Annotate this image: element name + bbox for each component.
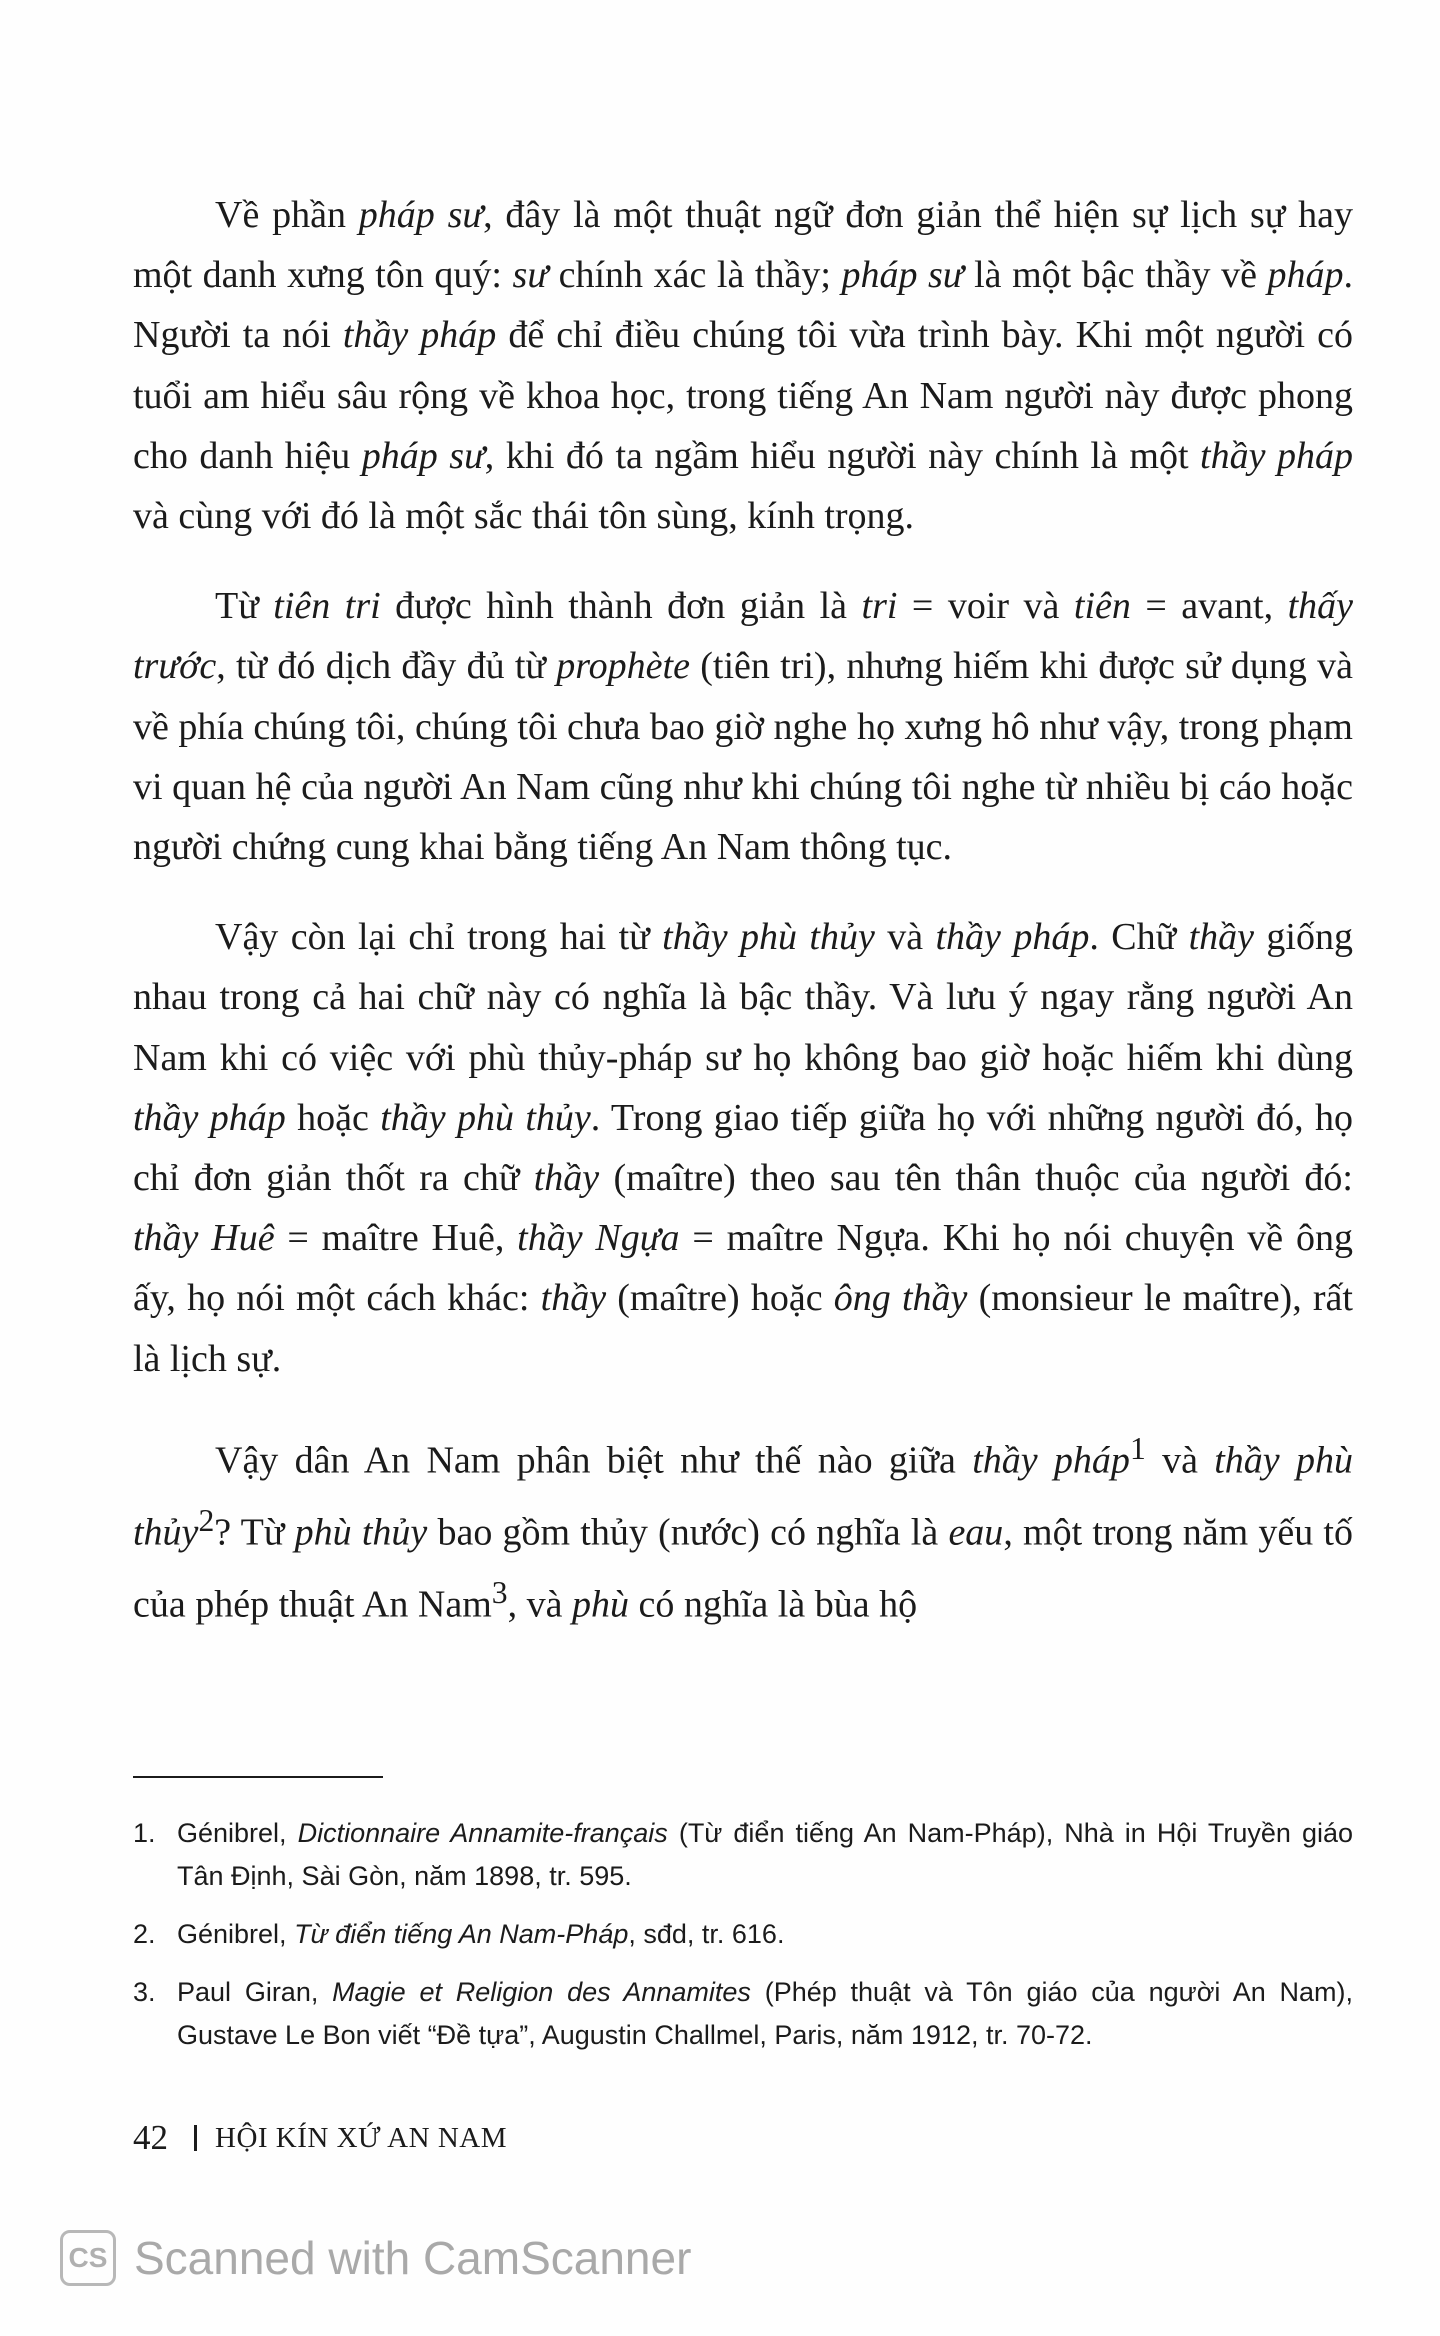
italic-text: Dictionnaire Annamite-français: [297, 1818, 668, 1848]
footnote-number: 1.: [133, 1818, 156, 1848]
text-run: và: [1145, 1439, 1215, 1482]
italic-text: pháp: [1267, 254, 1344, 297]
italic-text: phù thủy: [294, 1511, 428, 1554]
text-run: = maître Ngựa. Khi họ nói chuyện về ông ấy, họ nói một cách khác:: [133, 1217, 1353, 1320]
text-run: (maître) theo sau tên thân thuộc của người đó:: [599, 1157, 1353, 1200]
text-run: và: [874, 916, 936, 959]
paragraph: [133, 185, 1353, 546]
footnote-text: [177, 1971, 1353, 2057]
italic-text: thầy phù thủy: [380, 1096, 591, 1139]
italic-text: pháp sư: [361, 434, 485, 477]
italic-text: tri: [861, 585, 898, 628]
watermark-text: Scanned with CamScanner: [134, 2232, 692, 2284]
text-run: (monsieur le maître), rất là lịch sự.: [133, 1277, 1353, 1380]
italic-text: phù: [572, 1583, 629, 1626]
paragraph: [133, 576, 1353, 877]
text-run: Vậy dân An Nam phân biệt như thế nào giữa: [215, 1439, 973, 1482]
footnote-text: [177, 1913, 1353, 1956]
text-run: , và: [507, 1583, 572, 1626]
camscanner-logo-icon: CS: [60, 2230, 116, 2286]
footnote-number: 2.: [133, 1919, 156, 1949]
text-run: , sđd, tr. 616.: [628, 1919, 785, 1949]
italic-text: thầy: [540, 1277, 607, 1320]
page-footer: [133, 2118, 507, 2158]
italic-text: thầy Ngựa: [517, 1217, 680, 1260]
text-run: là một bậc thầy về: [963, 254, 1268, 297]
text-run: Vậy còn lại chỉ trong hai từ: [215, 916, 663, 959]
italic-text: thầy: [533, 1157, 600, 1200]
italic-text: tiên tri: [273, 585, 381, 628]
italic-text: Magie et Religion des Annamites: [332, 1977, 751, 2007]
paragraph: [133, 1419, 1353, 1635]
text-run: Từ: [215, 585, 274, 628]
footnote: [133, 1812, 1353, 1898]
italic-text: thầy pháp: [133, 1096, 286, 1139]
text-run: bao gồm thủy (nước) có nghĩa là: [427, 1511, 949, 1554]
text-run: . Chữ: [1089, 916, 1189, 959]
footnote-ref: 1: [1129, 1430, 1146, 1466]
text-run: có nghĩa là bùa hộ: [629, 1583, 918, 1626]
italic-text: thầy pháp: [342, 314, 497, 357]
italic-text: pháp sư: [358, 194, 484, 236]
text-run: (Phép thuật và Tôn giáo của người An Nam), Gustave Le Bon viết “Đề tựa”, Augustin Challmel, Paris, năm 1912, tr. 70-72.: [177, 1977, 1353, 2050]
text-run: để chỉ điều chúng tôi vừa trình bày. Khi một người có tuổi am hiểu sâu rộng về khoa học, trong tiếng An Nam người này được phong cho danh hiệu: [133, 314, 1353, 477]
text-run: Génibrel,: [177, 1919, 295, 1949]
text-run: = maître Huê,: [274, 1217, 518, 1260]
italic-text: tiên: [1073, 585, 1131, 628]
text-run: , đây là một thuật ngữ đơn giản thể hiện sự lịch sự hay một danh xưng tôn quý:: [133, 194, 1353, 297]
text-run: . Trong giao tiếp giữa họ với những người đó, họ chỉ đơn giản thốt ra chữ: [133, 1096, 1353, 1200]
text-run: Paul Giran,: [177, 1977, 333, 2007]
text-run: Về phần: [215, 194, 359, 236]
text-run: hoặc: [285, 1096, 381, 1139]
text-run: , một trong năm yếu tố của phép thuật An Nam: [133, 1511, 1353, 1626]
italic-text: eau: [948, 1511, 1004, 1554]
text-run: được hình thành đơn giản là: [380, 585, 862, 628]
text-run: giống nhau trong cả hai chữ này có nghĩa là bậc thầy. Và lưu ý ngay rằng người An Nam khi có việc với phù thủy-pháp sư họ không bao giờ hoặc hiếm khi dùng: [133, 916, 1353, 1079]
text-run: = voir và: [897, 585, 1074, 628]
footnotes: [133, 1812, 1353, 2072]
italic-text: Từ điển tiếng An Nam-Pháp: [294, 1919, 629, 1949]
italic-text: ông thầy: [833, 1277, 968, 1320]
footnote: [133, 1971, 1353, 2057]
text-run: (maître) hoặc: [606, 1277, 834, 1320]
italic-text: thấy trước: [133, 585, 1353, 688]
italic-text: thầy phù thủy: [133, 1439, 1353, 1554]
text-run: Génibrel,: [177, 1818, 298, 1848]
body-text: [133, 185, 1353, 1634]
paragraph: [133, 907, 1353, 1389]
footnote-ref: 2: [198, 1502, 215, 1538]
footnote: [133, 1913, 1353, 1956]
italic-text: thầy pháp: [1200, 434, 1354, 477]
italic-text: thầy Huê: [133, 1217, 275, 1260]
footnote-ref: 3: [491, 1574, 508, 1610]
italic-text: thầy phù thủy: [662, 916, 875, 959]
italic-text: sư: [512, 254, 549, 297]
italic-text: thầy pháp: [935, 916, 1090, 959]
page-number: 42: [133, 2118, 168, 2157]
italic-text: pháp sư: [841, 254, 964, 297]
text-run: ? Từ: [214, 1511, 295, 1554]
footnote-text: [177, 1812, 1353, 1898]
footer-separator: [194, 2125, 197, 2151]
text-run: (Từ điển tiếng An Nam-Pháp), Nhà in Hội Truyền giáo Tân Định, Sài Gòn, năm 1898, tr. 595.: [177, 1818, 1353, 1891]
footnote-divider: [133, 1776, 383, 1778]
footnote-number: 3.: [133, 1977, 156, 2007]
text-run: , từ đó dịch đầy đủ từ: [216, 645, 557, 688]
italic-text: thầy: [1188, 916, 1255, 959]
running-title: HỘI KÍN XỨ AN NAM: [215, 2121, 507, 2154]
text-run: (tiên tri), nhưng hiếm khi được sử dụng và về phía chúng tôi, chúng tôi chưa bao giờ nghe họ xưng hô như vậy, trong phạm vi quan hệ của người An Nam cũng như khi chúng tôi nghe từ nhiều bị cáo hoặc người chứng cung khai bằng tiếng An Nam thông tục.: [133, 645, 1353, 869]
camscanner-watermark: [60, 2230, 691, 2286]
italic-text: prophète: [556, 645, 690, 688]
text-run: = avant,: [1130, 585, 1288, 628]
italic-text: thầy pháp: [972, 1439, 1130, 1482]
text-run: . Người ta nói: [133, 254, 1354, 357]
text-run: , khi đó ta ngầm hiểu người này chính là một: [484, 434, 1201, 477]
text-run: và cùng với đó là một sắc thái tôn sùng, kính trọng.: [133, 495, 915, 538]
text-run: chính xác là thầy;: [548, 254, 842, 297]
